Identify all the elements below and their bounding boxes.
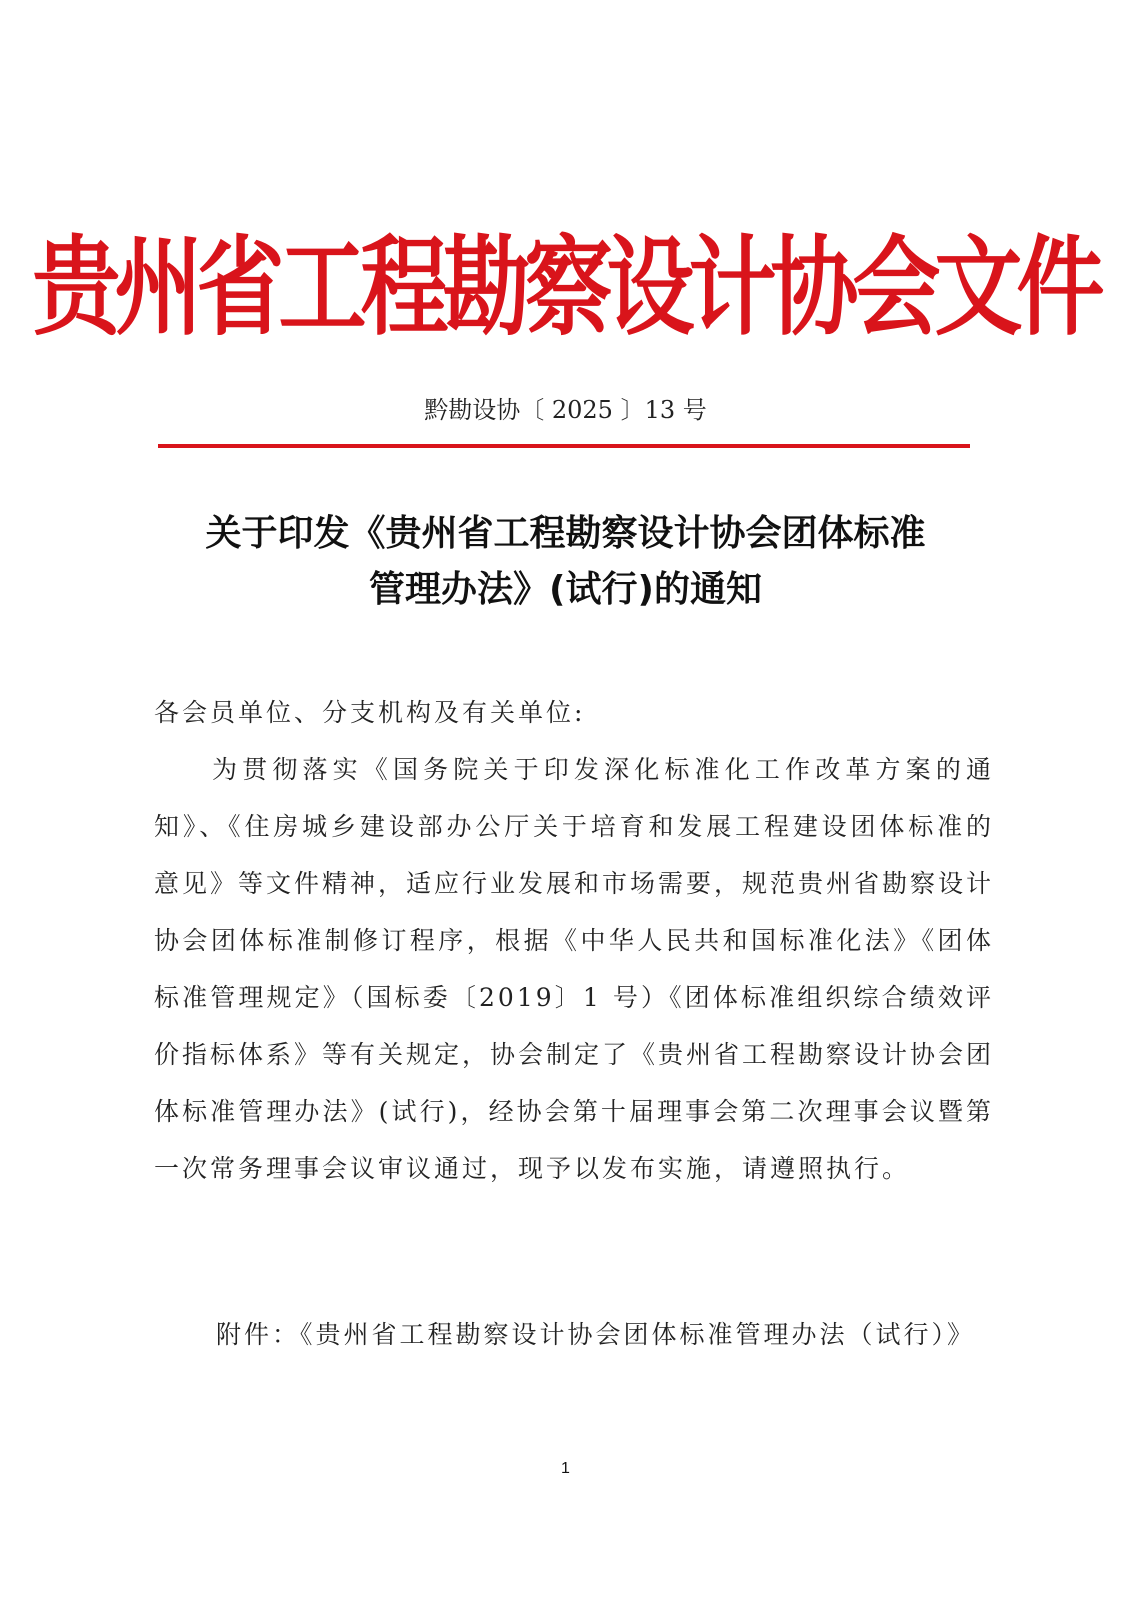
document-number: 黔勘设协〔 2025 〕13 号 [424, 396, 707, 424]
body-paragraph: 为贯彻落实《国务院关于印发深化标准化工作改革方案的通知》、《住房城乡建设部办公厅关于培育和发展工程建设团体标准的意见》等文件精神，适应行业发展和市场需要，规范贵州省勘察设计协会团体标准制修订程序，根据《中华人民共和国标准化法》《团体标准管理规定》（国标委〔2019〕1 号）《团体标准组织综合绩效评价指标体系》等有关规定，协会制定了《贵州省工程勘察设计协会团体标准管理办法》(试行)，经协会第十届理事会第二次理事会议暨第一次常务理事会议审议通过，现予以发布实施，请遵照执行。 [154, 755, 995, 1183]
masthead-title: 贵州省工程勘察设计协会文件 [32, 224, 1099, 351]
attachment-text: 附件：《贵州省工程勘察设计协会团体标准管理办法（试行）》 [216, 1320, 976, 1349]
red-divider-line [158, 444, 970, 448]
salutation: 各会员单位、分支机构及有关单位: [154, 698, 586, 727]
notice-title [0, 506, 1131, 618]
notice-title-line-1: 关于印发《贵州省工程勘察设计协会团体标准 [205, 513, 926, 554]
attachment-note [154, 1306, 994, 1363]
notice-body [154, 684, 994, 1197]
notice-title-line-2: 管理办法》(试行)的通知 [369, 569, 762, 610]
page-number: 1 [561, 1460, 570, 1477]
